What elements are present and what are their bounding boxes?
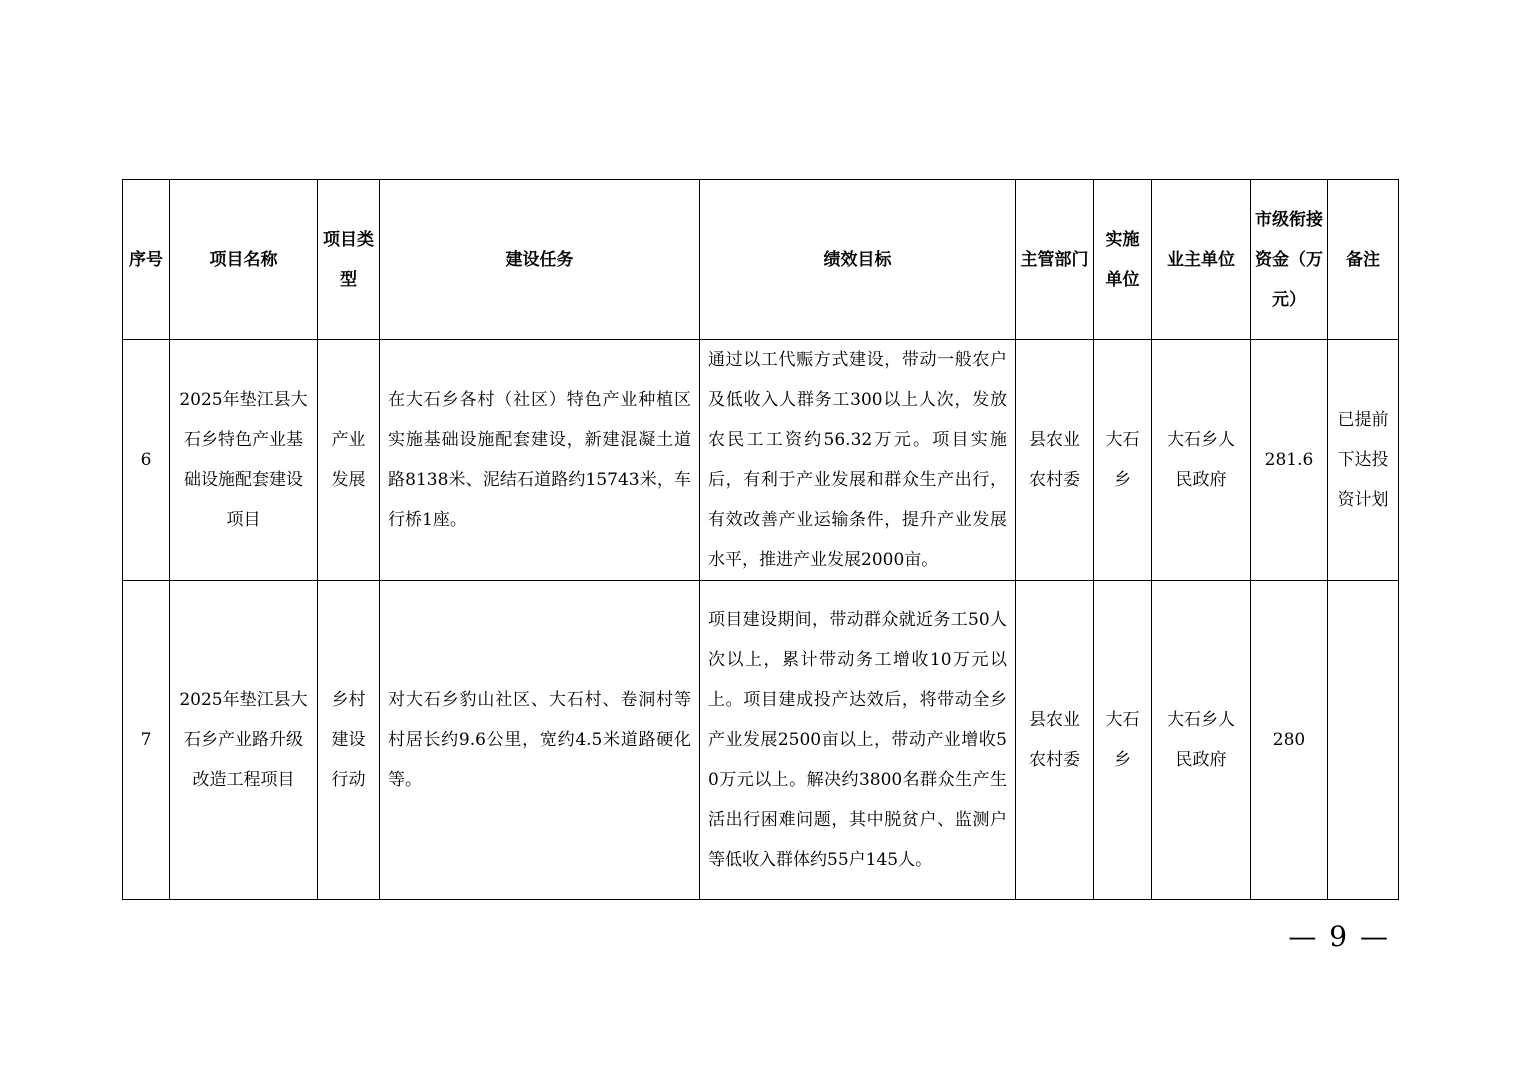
cell-name: 2025年垫江县大石乡特色产业基础设施配套建设项目 bbox=[170, 340, 318, 581]
cell-goal: 项目建设期间，带动群众就近务工50人次以上，累计带动务工增收10万元以上。项目建成投产达效后，将带动全乡产业发展2500亩以上，带动产业增收50万元以上。解决约3800名群众生产生活出行困难问题，其中脱贫户、监测户等低收入群体约55户145人。 bbox=[700, 581, 1016, 900]
table-row bbox=[123, 581, 1399, 900]
cell-dept: 县农业农村委 bbox=[1016, 340, 1094, 581]
cell-task: 在大石乡各村（社区）特色产业种植区实施基础设施配套建设，新建混凝土道路8138米、泥结石道路约15743米，车行桥1座。 bbox=[380, 340, 700, 581]
cell-fund: 280 bbox=[1251, 581, 1328, 900]
header-note: 备注 bbox=[1328, 180, 1399, 340]
header-owner: 业主单位 bbox=[1152, 180, 1251, 340]
cell-impl: 大石乡 bbox=[1094, 340, 1152, 581]
cell-type: 产业发展 bbox=[318, 340, 380, 581]
header-type: 项目类型 bbox=[318, 180, 380, 340]
project-table bbox=[122, 179, 1399, 900]
header-dept: 主管部门 bbox=[1016, 180, 1094, 340]
cell-seq: 6 bbox=[123, 340, 170, 581]
header-impl: 实施单位 bbox=[1094, 180, 1152, 340]
header-task: 建设任务 bbox=[380, 180, 700, 340]
cell-type: 乡村建设行动 bbox=[318, 581, 380, 900]
table-row bbox=[123, 340, 1399, 581]
cell-owner: 大石乡人民政府 bbox=[1152, 340, 1251, 581]
page-number: — 9 — bbox=[1288, 920, 1390, 953]
cell-fund: 281.6 bbox=[1251, 340, 1328, 581]
cell-seq: 7 bbox=[123, 581, 170, 900]
header-fund: 市级衔接资金（万元） bbox=[1251, 180, 1328, 340]
cell-note bbox=[1328, 581, 1399, 900]
cell-impl: 大石乡 bbox=[1094, 581, 1152, 900]
cell-note: 已提前下达投资计划 bbox=[1328, 340, 1399, 581]
table-header-row bbox=[123, 180, 1399, 340]
cell-task: 对大石乡豹山社区、大石村、卷洞村等村居长约9.6公里，宽约4.5米道路硬化等。 bbox=[380, 581, 700, 900]
cell-name: 2025年垫江县大石乡产业路升级改造工程项目 bbox=[170, 581, 318, 900]
cell-dept: 县农业农村委 bbox=[1016, 581, 1094, 900]
cell-owner: 大石乡人民政府 bbox=[1152, 581, 1251, 900]
header-seq: 序号 bbox=[123, 180, 170, 340]
header-name: 项目名称 bbox=[170, 180, 318, 340]
cell-goal: 通过以工代赈方式建设，带动一般农户及低收入人群务工300以上人次，发放农民工工资约56.32万元。项目实施后，有利于产业发展和群众生产出行，有效改善产业运输条件，提升产业发展水平，推进产业发展2000亩。 bbox=[700, 340, 1016, 581]
header-goal: 绩效目标 bbox=[700, 180, 1016, 340]
